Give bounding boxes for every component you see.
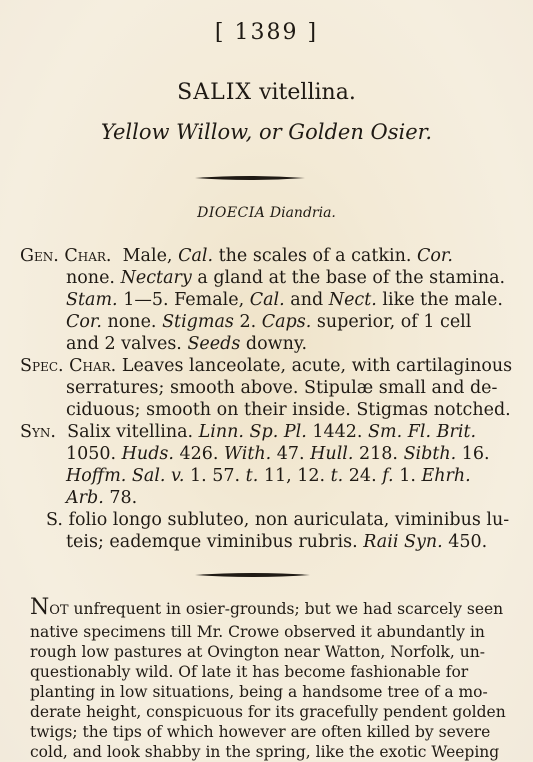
common-name: Yellow Willow, or Golden Osier.	[100, 120, 433, 144]
page-number: [ 1389 ]	[214, 20, 319, 45]
text-run: f.	[382, 466, 394, 486]
drop-initial: N	[30, 595, 50, 620]
syn-line-2	[66, 443, 490, 465]
text-run: 1. 57.	[184, 466, 246, 486]
text-run: Stigmas	[162, 312, 234, 332]
text-run: none.	[101, 312, 163, 332]
text-run: Hoffm. Sal. v.	[66, 466, 185, 486]
syn-line-1	[20, 421, 476, 443]
text-run: Huds.	[121, 444, 174, 464]
gen-char-line-5	[66, 333, 307, 355]
body-line-7: twigs; the tips of which however are often killed by severe	[30, 723, 491, 741]
text-run: none.	[66, 268, 121, 288]
syn-line-5: S. folio longo subluteo, non auriculata, viminibus lu-	[46, 510, 510, 530]
text-run: and	[284, 290, 329, 310]
text-run: t.	[245, 466, 259, 486]
text-run: downy.	[240, 334, 308, 354]
body-line-5: planting in low situations, being a handsome tree of a mo-	[30, 683, 488, 701]
syn-line-4	[66, 487, 137, 509]
text-run: Caps.	[261, 312, 312, 332]
body-line-6: derate height, conspicuous for its gracefully pendent golden	[30, 703, 506, 721]
syn-line-6	[66, 531, 487, 553]
text-run: Linn. Sp. Pl.	[198, 422, 307, 442]
spec-char-line-1	[20, 355, 512, 377]
text-run: teis; eademque viminibus rubris.	[66, 532, 364, 552]
spec-char-line-3: ciduous; smooth on their inside. Stigmas notched.	[66, 400, 511, 420]
text-run: Nectary	[120, 268, 192, 288]
text-run: 2.	[233, 312, 262, 332]
text-run: Seeds	[187, 334, 241, 354]
linnaean-classification	[0, 205, 533, 221]
text-run: Male,	[122, 246, 179, 266]
text-run: 426.	[173, 444, 225, 464]
gen-char-line-1	[20, 245, 453, 267]
text-run: Arb.	[66, 488, 104, 508]
text-run: unfrequent in osier-grounds; but we had scarcely seen	[68, 600, 504, 618]
gen-char-line-4	[66, 311, 471, 333]
species-title	[0, 80, 533, 105]
text-run: 78.	[103, 488, 138, 508]
text-run: 1442.	[306, 422, 369, 442]
text-run: 1050.	[66, 444, 122, 464]
text-run: 218.	[353, 444, 404, 464]
text-run: Cal.	[249, 290, 285, 310]
text-run: Stam.	[66, 290, 118, 310]
gen-char-line-3	[66, 289, 503, 311]
text-run: 11, 12.	[258, 466, 331, 486]
text-run: t.	[330, 466, 344, 486]
gen-char-label: Gen. Char.	[20, 246, 112, 266]
text-run: OT	[49, 603, 69, 618]
text-run: 1—5. Female,	[117, 290, 250, 310]
text-run: 1.	[393, 466, 422, 486]
text-run: Cor.	[416, 246, 453, 266]
body-line-2: native specimens till Mr. Crowe observed it abundantly in	[30, 623, 485, 641]
text-run: Cal.	[178, 246, 214, 266]
text-run: Sibth.	[403, 444, 457, 464]
text-run: Leaves lanceolate, acute, with cartilaginous	[121, 356, 513, 376]
text-run: Nect.	[328, 290, 377, 310]
text-run: 47.	[271, 444, 311, 464]
body-line-3: rough low pastures at Ovington near Watton, Norfolk, un-	[30, 643, 485, 661]
text-run: 450.	[442, 532, 488, 552]
text-run: a gland at the base of the stamina.	[191, 268, 506, 288]
syn-line-3	[66, 465, 471, 487]
text-run: Sm. Fl. Brit.	[368, 422, 477, 442]
text-run: and 2 valves.	[66, 334, 188, 354]
spec-char-line-2: serratures; smooth above. Stipulæ small and de-	[66, 378, 498, 398]
species-epithet: vitellina.	[259, 80, 356, 105]
text-run: Salix vitellina.	[67, 422, 199, 442]
text-run: Hull.	[310, 444, 354, 464]
text-run: Raii Syn.	[363, 532, 443, 552]
text-run: 24.	[343, 466, 383, 486]
text-run: Ehrh.	[421, 466, 471, 486]
body-line-4: questionably wild. Of late it has become fashionable for	[30, 663, 469, 681]
syn-label: Syn.	[20, 422, 56, 442]
body-line-1	[30, 595, 504, 621]
text-run: 16.	[456, 444, 490, 464]
genus-name: SALIX	[177, 80, 253, 105]
spec-char-label: Spec. Char.	[20, 356, 117, 376]
text-run: like the male.	[376, 290, 503, 310]
gen-char-line-2	[66, 267, 505, 289]
text-run: Cor.	[66, 312, 102, 332]
text-run: superior, of 1 cell	[311, 312, 472, 332]
body-line-8: cold, and look shabby in the spring, like the exotic Weeping	[30, 743, 500, 761]
text-run: With.	[224, 444, 272, 464]
class-name: DIOECIA	[197, 205, 266, 221]
order-name: Diandria.	[269, 205, 336, 221]
text-run: the scales of a catkin.	[213, 246, 417, 266]
